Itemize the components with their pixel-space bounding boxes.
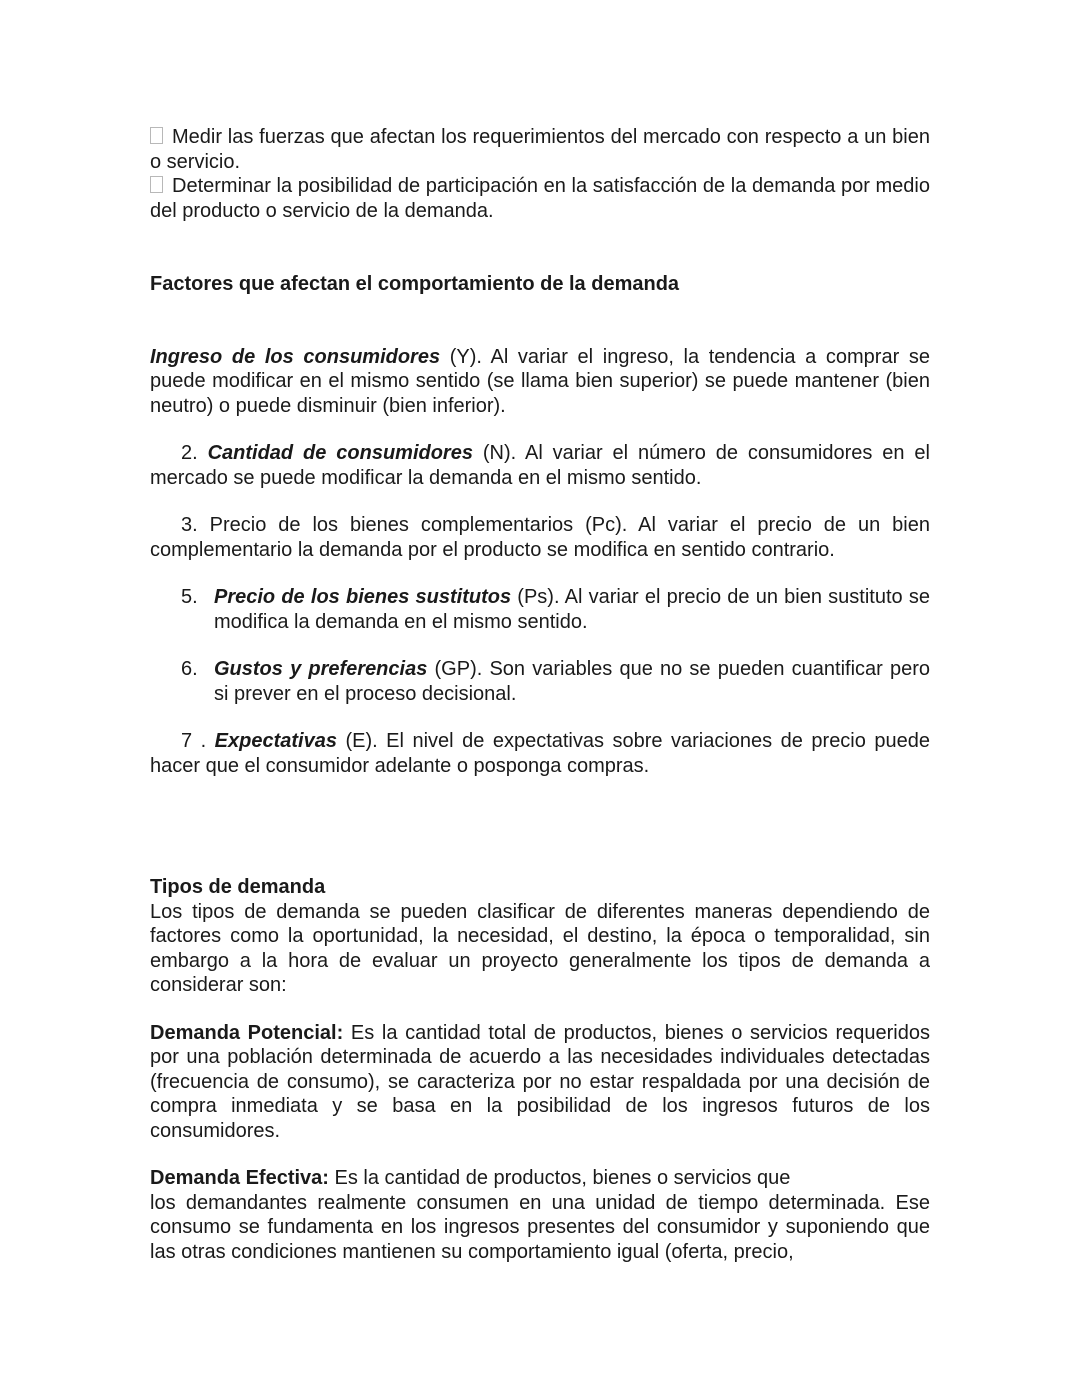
section-heading-factores: Factores que afectan el comportamiento de la demanda <box>150 273 680 295</box>
factor-term: Gustos y preferencias <box>214 658 428 680</box>
factor-gustos: 6. Gustos y preferencias (GP). Son variables que no se pueden cuantificar pero si prever en el proceso decisional. <box>181 658 930 705</box>
factor-complementarios: 3. Precio de los bienes complementarios (Pc). Al variar el precio de un bien complementario la demanda por el producto se modifica en sentido contrario. <box>150 514 930 561</box>
definition-term: Demanda Potencial: <box>150 1021 344 1044</box>
factor-term: Cantidad de consumidores <box>207 442 473 464</box>
efectiva-continuation: los demandantes realmente consumen en una unidad de tiempo determinada. Ese consumo se fundamenta en los ingresos presentes del consumidor y suponiendo que las otras condiciones mantienen su comportamiento igual (oferta, precio, <box>150 1191 930 1263</box>
factor-ingreso: Ingreso de los consumidores (Y). Al variar el ingreso, la tendencia a comprar se puede modificar en el mismo sentido (se llama bien superior) se puede mantener (bien neutro) o puede disminuir (bien inferior). <box>150 345 931 417</box>
bullet-item: Determinar la posibilidad de participación en la satisfacción de la demanda por medio del producto o servicio de la demanda. <box>150 175 930 222</box>
definition-term: Demanda Efectiva: <box>150 1167 329 1189</box>
tipos-intro: Los tipos de demanda se pueden clasificar de diferentes maneras dependiendo de factores como la oportunidad, la necesidad, el destino, la época o temporalidad, sin embargo a la hora de evaluar un proyecto generalmente los tipos de demanda a considerar son: <box>150 900 930 996</box>
demanda-potencial: Demanda Potencial: Es la cantidad total de productos, bienes o servicios requeridos por una población determinada de acuerdo a las necesidades individuales detectadas (frecuencia de consumo), se caracteriza por no estar respaldada por una decisión de compra inmediata y se basa en la posibilidad de los ingresos futuros de los consumidores. <box>150 1021 930 1142</box>
section-heading-tipos: Tipos de demanda <box>150 876 326 898</box>
factor-term: Precio de los bienes sustitutos <box>214 586 512 608</box>
demanda-efectiva <box>150 1166 930 1264</box>
checkbox-icon <box>150 176 163 193</box>
objectives-list <box>150 125 930 223</box>
document-page <box>150 124 930 1264</box>
bullet-item: Medir las fuerzas que afectan los requerimientos del mercado con respecto a un bien o servicio. <box>150 126 930 173</box>
factor-term: Expectativas <box>214 730 337 752</box>
factor-sustitutos: 5. Precio de los bienes sustitutos (Ps). Al variar el precio de un bien sustituto se modifica la demanda en el mismo sentido. <box>181 586 930 633</box>
factor-expectativas: 7 . Expectativas (E). El nivel de expectativas sobre variaciones de precio puede hacer que el consumidor adelante o posponga compras. <box>150 730 930 777</box>
factor-cantidad: 2. Cantidad de consumidores (N). Al variar el número de consumidores en el mercado se puede modificar la demanda en el mismo sentido. <box>150 442 930 489</box>
factor-term: Ingreso de los consumidores <box>150 345 441 368</box>
checkbox-icon <box>150 127 163 144</box>
list-number: 6. <box>181 658 198 680</box>
efectiva-first-line: Demanda Efectiva: Es la cantidad de productos, bienes o servicios que <box>150 1167 791 1189</box>
list-number: 5. <box>181 586 198 608</box>
